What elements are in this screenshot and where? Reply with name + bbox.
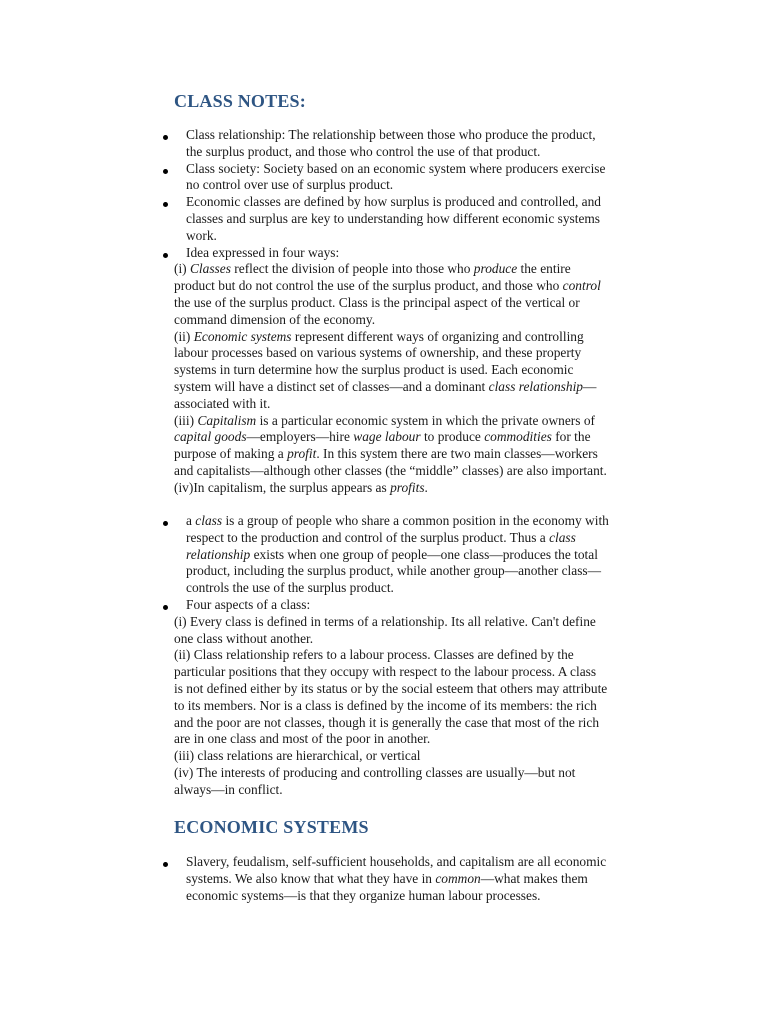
list-item: Class society: Society based on an economic system where producers exercise no control over use of surplus product. [0, 161, 768, 195]
bullet-icon [163, 521, 168, 526]
list-item: Four aspects of a class: [0, 597, 768, 614]
list-item: Slavery, feudalism, self-sufficient households, and capitalism are all economic systems. We also know that what they have in common—what makes them economic systems—is that they organize human labour processes. [0, 854, 768, 904]
bullet-icon [163, 202, 168, 207]
way-i: (i) Classes reflect the division of people into those who produce the entire [174, 261, 571, 277]
bullet-icon [163, 253, 168, 258]
list-item: a class is a group of people who share a common position in the economy with respect to the production and control of the surplus product. Thus a class relationship exists when one group of people—one class—produces the total product, including the surplus product, while another group—another class— controls the use of the surplus product. [0, 513, 768, 597]
way-iii: (iii) Capitalism is a particular economic system in which the private owners of [174, 412, 595, 428]
way-ii: (ii) Economic systems represent different ways of organizing and controlling [174, 328, 584, 344]
ways-paragraph: (i) Classes reflect the division of people into those who produce the entire product but do not control the use of the surplus product, and those who control the use of the surplus product. Class is the principal aspect of the vertical or command dimension of the economy. (ii) Economic systems represent different ways of organizing and controlling labour processes based on various systems of ownership, and these property systems in turn determine how the surplus product is used. Each economic system will have a distinct set of classes—and a dominant class relationship— associated with it. (iii) Capitalism is a particular economic system in which the private owners of capital goods—employers—hire wage labour to produce commodities for the purpose of making a profit. In this system there are two main classes—workers and capitalists—although other classes (the “middle” classes) are also important. (iv)In capitalism, the surplus appears as profits. [0, 261, 768, 496]
list-item: Class relationship: The relationship between those who produce the product, the surplus product, and those who control the use of that product. [0, 127, 768, 161]
heading-economic-systems: ECONOMIC SYSTEMS [174, 817, 369, 837]
bullet-list-2 [0, 513, 768, 799]
heading-class-notes: CLASS NOTES: [174, 91, 306, 111]
bullet-icon [163, 169, 168, 174]
way-iv: (iv)In capitalism, the surplus appears as profits. [174, 479, 428, 495]
bullet-list-1 [0, 127, 768, 497]
bullet-icon [163, 605, 168, 610]
bullet-icon [163, 862, 168, 867]
list-item: Idea expressed in four ways: [0, 245, 768, 262]
aspects-paragraph: (i) Every class is defined in terms of a relationship. Its all relative. Can't define one class without another. (ii) Class relationship refers to a labour process. Classes are defined by the particular positions that they occupy with respect to the labour process. A class is not defined either by its status or by the social esteem that others may attribute to its members. Nor is a class is defined by the income of its members: the rich and the poor are not classes, though it is generally the case that most of the rich are in one class and most of the poor in another. (iii) class relations are hierarchical, or vertical (iv) The interests of producing and controlling classes are usually—but not always—in conflict. [174, 613, 608, 797]
bullet-list-3 [0, 854, 768, 904]
list-item: Economic classes are defined by how surplus is produced and controlled, and classes and surplus are key to understanding how different economic systems work. [0, 194, 768, 244]
bullet-icon [163, 135, 168, 140]
